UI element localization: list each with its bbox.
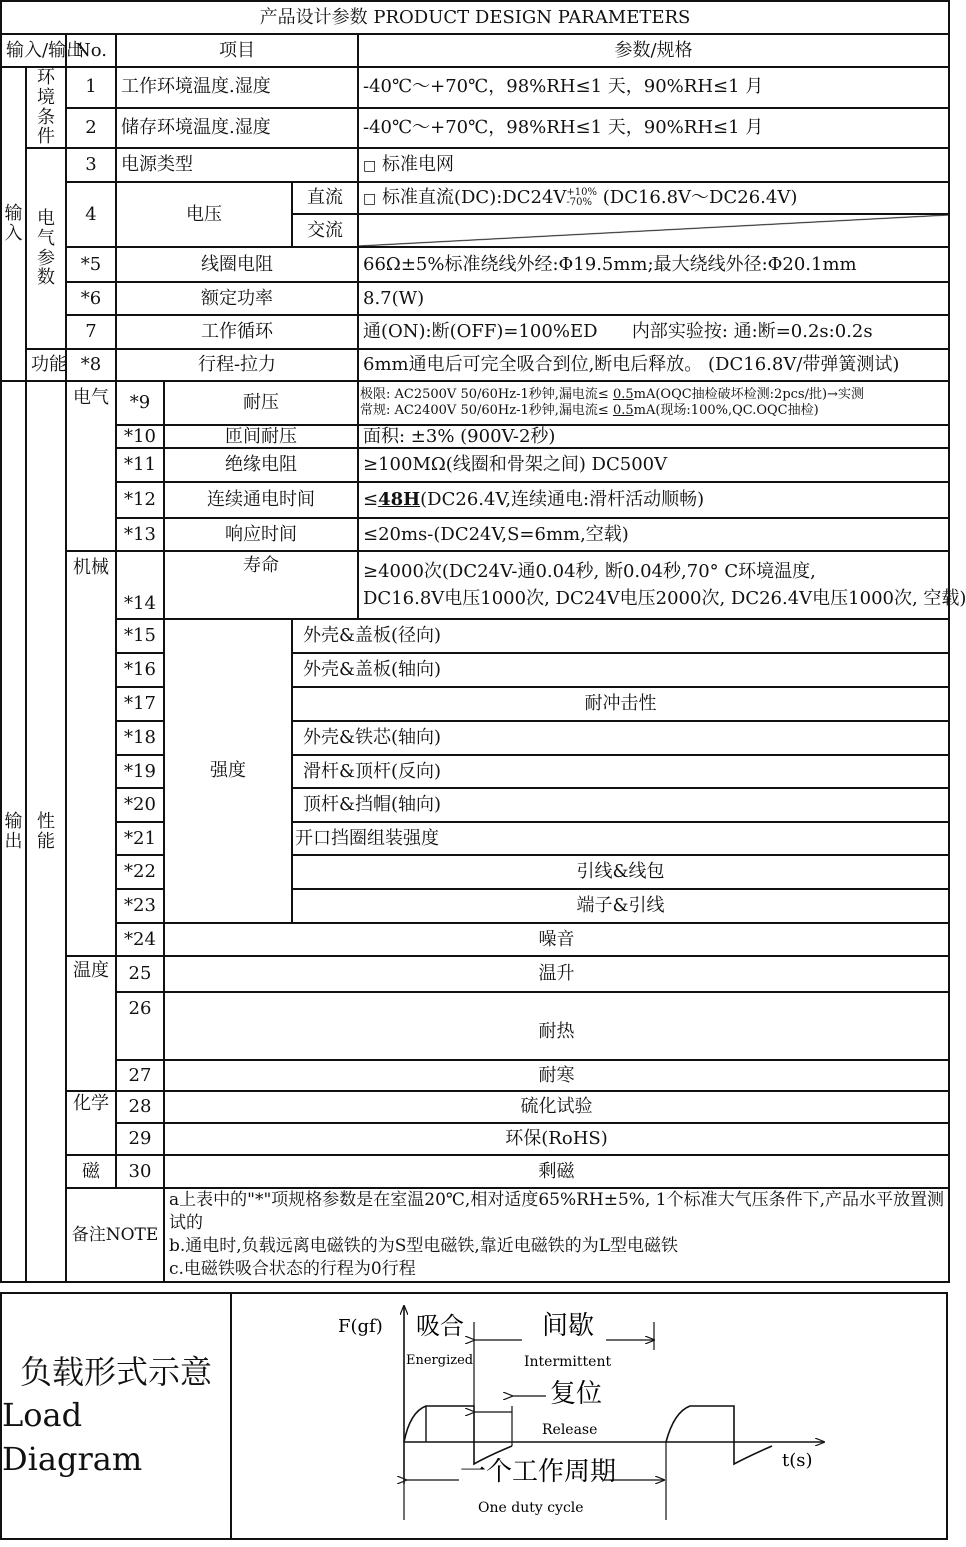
row-item: 耐热 bbox=[164, 992, 949, 1060]
row-item: 耐寒 bbox=[164, 1060, 949, 1091]
row-no: 30 bbox=[116, 1155, 164, 1188]
row-item: 剩磁 bbox=[164, 1155, 949, 1188]
row-no: 28 bbox=[116, 1091, 164, 1123]
cycle-label-en: One duty cycle bbox=[478, 1500, 584, 1516]
row-no: *20 bbox=[116, 788, 164, 822]
row-value: □ 标准直流(DC):DC24V +10% -70% (DC16.8V～DC26.4V) bbox=[358, 182, 949, 214]
energized-label-cn: 吸合 bbox=[416, 1312, 464, 1340]
header-io: 输入/输出 bbox=[1, 34, 66, 67]
row-item: 匝间耐压 bbox=[164, 425, 358, 448]
header-spec: 参数/规格 bbox=[358, 34, 949, 67]
row-item: 工作环境温度.湿度 bbox=[116, 67, 358, 108]
load-diagram-title-cn: 负载形式示意 bbox=[19, 1353, 212, 1392]
load-diagram-title-en: Load Diagram bbox=[2, 1396, 143, 1478]
row-item: 温升 bbox=[164, 956, 949, 992]
row-no: *16 bbox=[116, 653, 164, 687]
row-no: 2 bbox=[66, 108, 116, 149]
checkbox-icon: □ bbox=[363, 158, 377, 175]
row-no: 4 bbox=[66, 182, 116, 247]
row-no: 27 bbox=[116, 1060, 164, 1091]
row-item: 电压 bbox=[116, 182, 292, 247]
row-item: 引线&线包 bbox=[292, 855, 949, 889]
group-chem: 化学 bbox=[66, 1091, 116, 1155]
row-value: ≥100MΩ(线圈和骨架之间) DC500V bbox=[358, 448, 949, 482]
row-item: 端子&引线 bbox=[292, 889, 949, 923]
energized-label-en: Energized bbox=[406, 1353, 474, 1368]
row-no: *12 bbox=[116, 482, 164, 518]
x-axis-label: t(s) bbox=[782, 1450, 813, 1471]
row-value: -40℃～+70℃，98%RH≤1 天，90%RH≤1 月 bbox=[358, 67, 949, 108]
row-no: 25 bbox=[116, 956, 164, 992]
row-item: 连续通电时间 bbox=[164, 482, 358, 518]
row-item: 寿命 bbox=[164, 551, 358, 619]
row-value: ≤20ms-(DC24V,S=6mm,空载) bbox=[358, 518, 949, 551]
row-item: 硫化试验 bbox=[164, 1091, 949, 1123]
group-temp: 温度 bbox=[66, 956, 116, 1091]
row-subitem-dc: 直流 bbox=[292, 182, 358, 214]
document-title: 产品设计参数 PRODUCT DESIGN PARAMETERS bbox=[1, 1, 949, 34]
row-value: 通(ON):断(OFF)=100%ED 内部实验按: 通:断=0.2s:0.2s bbox=[358, 315, 949, 349]
row-item: 外壳&盖板(径向) bbox=[292, 619, 949, 653]
row-no: *19 bbox=[116, 755, 164, 788]
load-diagram-section bbox=[0, 1292, 948, 1540]
row-subitem-ac: 交流 bbox=[292, 214, 358, 247]
row-no: *8 bbox=[66, 349, 116, 381]
row-item: 电源类型 bbox=[116, 148, 358, 182]
row-item: 顶杆&挡帽(轴向) bbox=[292, 788, 949, 822]
row-item: 耐冲击性 bbox=[292, 687, 949, 721]
group-perf: 性能 bbox=[26, 381, 66, 1282]
group-elec2: 电气 bbox=[66, 381, 116, 551]
row-no: *5 bbox=[66, 247, 116, 282]
note-b: b.通电时,负载远离电磁铁的为S型电磁铁,靠近电磁铁的为L型电磁铁 bbox=[169, 1236, 679, 1257]
header-item: 项目 bbox=[116, 34, 358, 67]
group-output: 输出 bbox=[1, 381, 26, 1282]
row-item: 线圈电阻 bbox=[116, 247, 358, 282]
row-item: 外壳&铁芯(轴向) bbox=[292, 721, 949, 755]
row-no: *10 bbox=[116, 425, 164, 448]
row-no: 26 bbox=[116, 992, 164, 1060]
row-value: 面积: ±3% (900V-2秒) bbox=[358, 425, 949, 448]
row-item: 耐压 bbox=[164, 381, 358, 425]
row-item: 额定功率 bbox=[116, 282, 358, 315]
row-no: *9 bbox=[116, 381, 164, 425]
row-item: 噪音 bbox=[164, 923, 949, 956]
group-mech: 机械 bbox=[66, 551, 116, 956]
checkbox-icon: □ bbox=[363, 191, 377, 208]
row-no: *17 bbox=[116, 687, 164, 721]
row-no: *22 bbox=[116, 855, 164, 889]
notes-body bbox=[164, 1188, 949, 1282]
row-value: 66Ω±5%标准绕线外经:Φ19.5mm;最大绕线外径:Φ20.1mm bbox=[358, 247, 949, 282]
row-no: *6 bbox=[66, 282, 116, 315]
group-input: 输入 bbox=[1, 67, 26, 381]
load-diagram bbox=[234, 1294, 946, 1538]
intermittent-label-cn: 间歇 bbox=[542, 1311, 595, 1341]
row-item: 外壳&盖板(轴向) bbox=[292, 653, 949, 687]
row-no: *24 bbox=[116, 923, 164, 956]
row-value: 6mm通电后可完全吸合到位,断电后释放。 (DC16.8V/带弹簧测试) bbox=[358, 349, 949, 381]
group-elec: 电气参数 bbox=[26, 148, 66, 349]
group-strength: 强度 bbox=[164, 619, 292, 923]
release-label-cn: 复位 bbox=[550, 1379, 603, 1409]
row-no: *15 bbox=[116, 619, 164, 653]
row-no: 1 bbox=[66, 67, 116, 108]
row-no: 3 bbox=[66, 148, 116, 182]
cycle-label-cn: 一个工作周期 bbox=[460, 1457, 617, 1487]
row-no: *23 bbox=[116, 889, 164, 923]
row-value: -40℃～+70℃，98%RH≤1 天，90%RH≤1 月 bbox=[358, 108, 949, 149]
row-no: *18 bbox=[116, 721, 164, 755]
row-no: *21 bbox=[116, 822, 164, 855]
notes-label: 备注NOTE bbox=[66, 1188, 164, 1282]
row-value: 8.7(W) bbox=[358, 282, 949, 315]
note-c: c.电磁铁吸合状态的行程为0行程 bbox=[169, 1259, 416, 1279]
row-value: □ 标准电网 bbox=[358, 148, 949, 182]
load-diagram-label bbox=[2, 1294, 232, 1538]
row-no: 7 bbox=[66, 315, 116, 349]
note-a: a上表中的"*"项规格参数是在室温20℃,相对适度65%RH±5%, 1个标准大气压条件下,产品水平放置测试的 bbox=[169, 1190, 944, 1234]
row-item: 储存环境温度.湿度 bbox=[116, 108, 358, 149]
row-value: 极限: AC2500V 50/60Hz-1秒钟,漏电流≤ 0.5mA(OQC抽检破坏检测:2pcs/批)→实测 常规: AC2400V 50/60Hz-1秒钟,漏电流≤ 0.5mA(现场:100%,QC.OQC抽检) bbox=[358, 381, 949, 425]
row-item: 环保(RoHS) bbox=[164, 1123, 949, 1155]
group-mag: 磁 bbox=[66, 1155, 116, 1188]
row-value-empty bbox=[358, 214, 949, 247]
group-env: 环境条件 bbox=[26, 67, 66, 148]
row-value: ≥4000次(DC24V-通0.04秒, 断0.04秒,70° C环境温度, DC16.8V电压1000次, DC24V电压2000次, DC26.4V电压1000次, 空载) bbox=[358, 551, 949, 619]
header-no: No. bbox=[66, 34, 116, 67]
group-func: 功能 bbox=[26, 349, 66, 381]
row-value: ≤48H(DC26.4V,连续通电:滑杆活动顺畅) bbox=[358, 482, 949, 518]
row-item: 工作循环 bbox=[116, 315, 358, 349]
row-no: *11 bbox=[116, 448, 164, 482]
row-no: 29 bbox=[116, 1123, 164, 1155]
row-item: 滑杆&顶杆(反向) bbox=[292, 755, 949, 788]
row-no: *13 bbox=[116, 518, 164, 551]
row-item: 行程-拉力 bbox=[116, 349, 358, 381]
row-item: 开口挡圈组装强度 bbox=[292, 822, 949, 855]
y-axis-label: F(gf) bbox=[338, 1316, 383, 1337]
row-no: *14 bbox=[116, 551, 164, 619]
row-item: 响应时间 bbox=[164, 518, 358, 551]
intermittent-label-en: Intermittent bbox=[524, 1354, 612, 1370]
row-item: 绝缘电阻 bbox=[164, 448, 358, 482]
release-label-en: Release bbox=[542, 1422, 598, 1438]
